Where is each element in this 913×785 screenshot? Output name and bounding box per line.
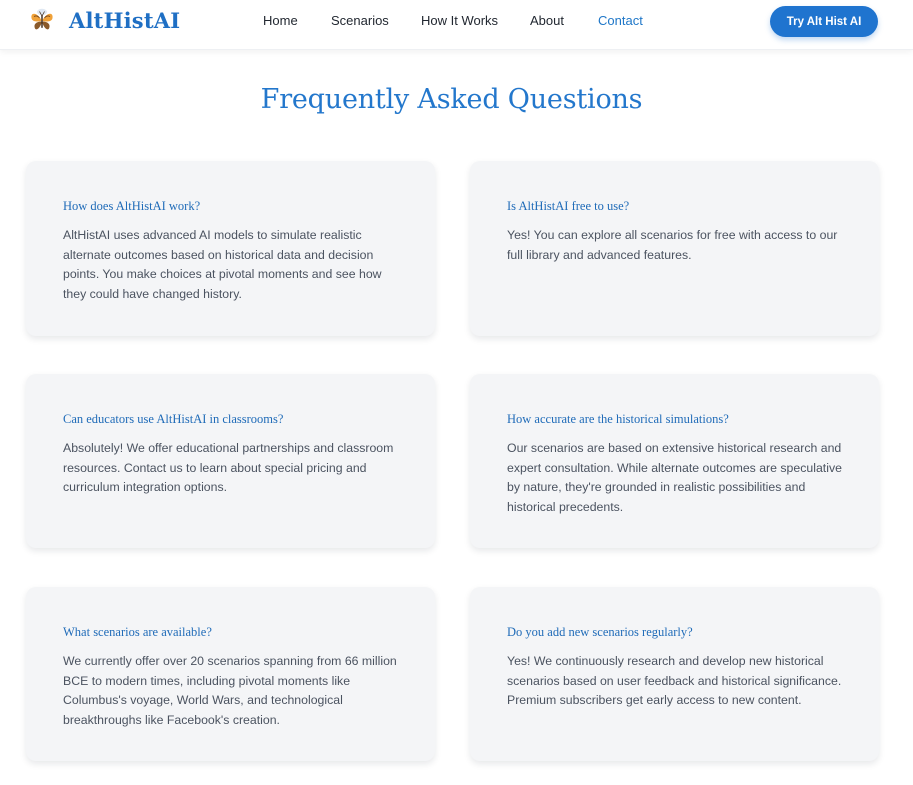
try-alt-hist-ai-button[interactable]: Try Alt Hist AI xyxy=(770,6,878,37)
faq-answer: Yes! We continuously research and develop new historical scenarios based on user feedback and historical significance. Premium subscribers get early access to new content. xyxy=(507,654,842,707)
faq-card xyxy=(26,587,435,761)
faq-answer: Yes! You can explore all scenarios for free with access to our full library and advanced features. xyxy=(507,228,838,262)
faq-card xyxy=(26,374,435,548)
nav-link-scenarios[interactable]: Scenarios xyxy=(331,13,389,28)
faq-card xyxy=(470,161,879,336)
top-navbar xyxy=(0,0,913,50)
nav-link-home[interactable]: Home xyxy=(263,13,298,28)
faq-question: How does AltHistAI work? xyxy=(63,199,201,213)
faq-question: What scenarios are available? xyxy=(63,625,212,639)
faq-card xyxy=(470,587,879,761)
faq-answer: Our scenarios are based on extensive historical research and expert consultation. While alternate outcomes are speculative by nature, they're grounded in realistic possibilities and historical precedents. xyxy=(507,441,842,514)
faq-card xyxy=(26,161,435,336)
faq-answer: Absolutely! We offer educational partnerships and classroom resources. Contact us to learn about special pricing and curriculum integration options. xyxy=(63,441,394,494)
page-title: Frequently Asked Questions xyxy=(260,84,643,115)
faq-card xyxy=(470,374,879,548)
faq-question: Can educators use AltHistAI in classrooms? xyxy=(63,412,284,426)
faq-question: Do you add new scenarios regularly? xyxy=(507,625,693,639)
nav-link-contact[interactable]: Contact xyxy=(598,13,643,28)
faq-question: Is AltHistAI free to use? xyxy=(507,199,630,213)
faq-answer: AltHistAI uses advanced AI models to simulate realistic alternate outcomes based on historical data and decision points. You make choices at pivotal moments and see how they could have changed history. xyxy=(63,228,382,301)
faq-question: How accurate are the historical simulations? xyxy=(507,412,729,426)
faq-answer: We currently offer over 20 scenarios spanning from 66 million BCE to modern times, including pivotal moments like Columbus's voyage, World Wars, and technological breakthroughs like Facebook's creation. xyxy=(63,654,397,727)
nav-link-about[interactable]: About xyxy=(530,13,564,28)
brand-name: AltHistAI xyxy=(69,7,181,33)
nav-link-how-it-works[interactable]: How It Works xyxy=(421,13,499,28)
